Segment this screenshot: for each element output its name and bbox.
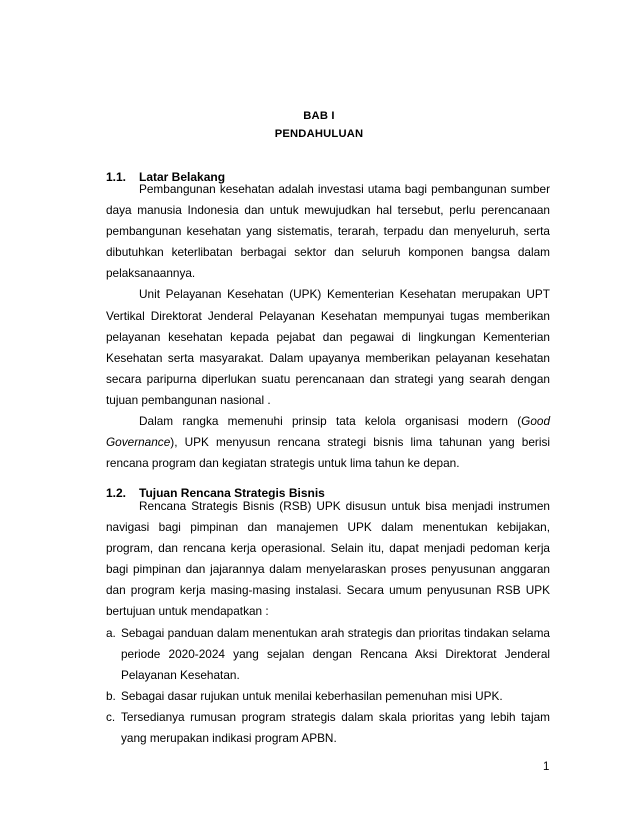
list-item [106,623,550,686]
section-2-body [106,496,550,623]
paragraph-3-start: Dalam rangka memenuhi prinsip tata kelola organisasi modern ( [139,414,522,429]
chapter-title: PENDAHULUAN [274,128,364,140]
list-item [106,707,550,749]
paragraph-3-end: ), UPK menyusun rencana strategi bisnis lima tahunan yang berisi rencana program dan kegiatan strategis untuk lima tahun ke depan. [106,435,550,471]
list-marker: c. [106,710,116,725]
list-marker: a. [106,626,116,640]
chapter-number: BAB I [303,110,335,122]
section-2-title: Tujuan Rencana Strategis Bisnis [139,486,325,500]
section-1-paragraph-2: Unit Pelayanan Kesehatan (UPK) Kementerian Kesehatan merupakan UPT Vertikal Direktorat Jenderal Pelayanan Kesehatan mempunyai tugas memberikan pelayanan kesehatan kepada pejabat dan pegawai di lingkungan Kementerian Kesehatan serta masyarakat. Dalam upayanya memberikan pelayanan kesehatan secara paripurna diperlukan suatu perencanaan dan strategi yang searah dengan tujuan pembangunan nasional . [106,287,550,407]
page-number: 1 [543,761,550,773]
section-2-number: 1.2. [106,486,127,500]
list-item-text: Tersedianya rumusan program strategis dalam skala prioritas yang lebih tajam yang merupakan indikasi program APBN. [121,710,550,746]
objectives-list [106,623,550,750]
section-1-paragraph-3 [106,411,550,474]
section-1-paragraph-1: Pembangunan kesehatan adalah investasi utama bagi pembangunan sumber daya manusia Indonesia dan untuk mewujudkan hal tersebut, perlu perencanaan pembangunan kesehatan yang sistematis, terarah, terpadu dan menyeluruh, serta dibutuhkan keterlibatan berbagai sektor dan seluruh komponen bangsa dalam pelaksanaannya. [106,182,550,281]
list-item-text: Sebagai panduan dalam menentukan arah strategis dan prioritas tindakan selama periode 2020-2024 yang sejalan dengan Rencana Aksi Direktorat Jenderal Pelayanan Kesehatan. [121,626,550,683]
section-1-body [106,179,550,474]
section-1-title: Latar Belakang [139,170,226,184]
list-marker: b. [106,689,116,704]
list-item-text: Sebagai dasar rujukan untuk menilai keberhasilan pemenuhan misi UPK. [121,689,503,704]
list-item [106,686,550,707]
section-1-number: 1.1. [106,170,127,184]
paragraph-3-italic-term: Good Governance [106,414,550,450]
section-2-paragraph-1: Rencana Strategis Bisnis (RSB) UPK disusun untuk bisa menjadi instrumen navigasi bagi pimpinan dan manajemen UPK dalam menentukan kebijakan, program, dan rencana kerja operasional. Selain itu, dapat menjadi pedoman kerja bagi pimpinan dan jajarannya dalam menyelaraskan proses penyusunan anggaran dan program kerja masing-masing instalasi. Secara umum penyusunan RSB UPK bertujuan untuk mendapatkan : [106,499,550,619]
